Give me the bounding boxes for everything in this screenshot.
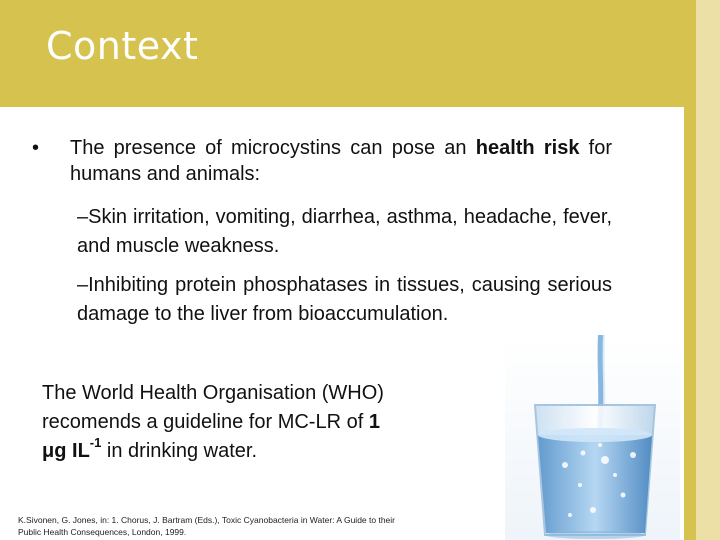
who-value: 1 — [368, 411, 380, 433]
reference-citation — [18, 514, 498, 538]
who-text-post: in drinking water. — [101, 440, 257, 462]
bullet-marker: • — [32, 137, 40, 159]
who-text-pre: The World Health Organisation (WHO) recomends a guideline for MC-LR of — [42, 382, 384, 433]
bullet-text — [32, 135, 612, 187]
bullet-text-post: for humans and animals: — [70, 137, 613, 185]
reference-line-1: K.Sivonen, G. Jones, in: 1. Chorus, J. Bartram (Eds.), Toxic Cyanobacteria in Water: A Guide to their — [18, 515, 396, 525]
who-unit-exponent: -1 — [89, 435, 102, 451]
who-guideline-text — [42, 379, 482, 466]
sub-point-phosphatases: –Inhibiting protein phosphatases in tissues, causing serious damage to the liver from bioaccumulation. — [77, 274, 612, 325]
slide-title: Context — [46, 24, 199, 68]
sub-point-symptoms: –Skin irritation, vomiting, diarrhea, asthma, headache, fever, and muscle weakness. — [77, 206, 612, 257]
right-accent-band-light — [696, 0, 720, 540]
main-bullet — [32, 135, 612, 187]
water-glass-photo — [505, 335, 680, 540]
reference-line-2: Public Health Consequences, London, 1999. — [18, 527, 187, 537]
who-unit-base: μg IL — [42, 440, 90, 462]
bullet-text-pre: The presence of microcystins can pose an — [70, 137, 476, 159]
bullet-text-bold: health risk — [475, 137, 580, 159]
